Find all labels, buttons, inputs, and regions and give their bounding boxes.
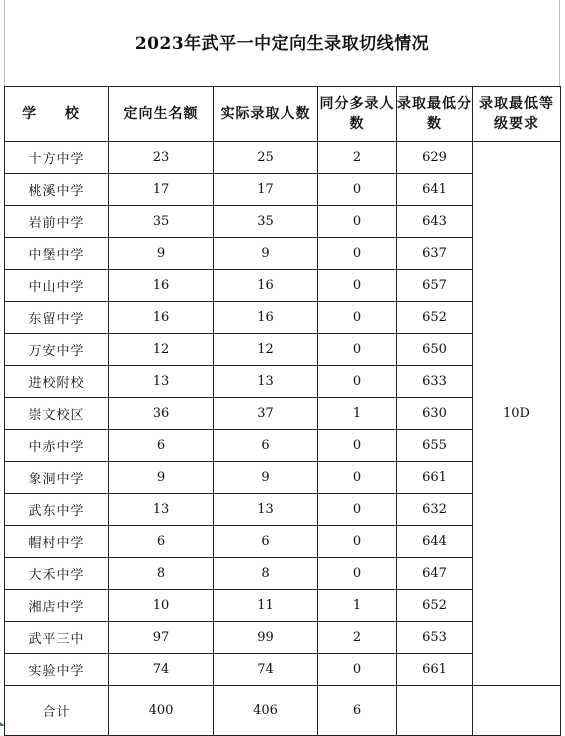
- cell-school: 武东中学: [5, 494, 109, 526]
- cell-school: 东留中学: [5, 302, 109, 334]
- cell-min-score: 661: [397, 654, 473, 686]
- header-quota: 定向生名额: [109, 87, 214, 142]
- cell-quota: 6: [109, 430, 214, 462]
- cell-quota: 97: [109, 622, 214, 654]
- cell-tie: 0: [318, 558, 397, 590]
- total-min-score: [397, 686, 473, 736]
- cell-min-score: 643: [397, 206, 473, 238]
- cell-admitted: 12: [214, 334, 318, 366]
- cell-school: 帽村中学: [5, 526, 109, 558]
- table-body: [5, 142, 561, 686]
- cell-school: 中山中学: [5, 270, 109, 302]
- cell-admitted: 8: [214, 558, 318, 590]
- cell-quota: 12: [109, 334, 214, 366]
- cell-quota: 16: [109, 302, 214, 334]
- header-min-score: 录取最低分数: [397, 87, 473, 142]
- cell-tie: 1: [318, 398, 397, 430]
- cell-tie: 0: [318, 366, 397, 398]
- cell-quota: 36: [109, 398, 214, 430]
- header-row: [5, 87, 561, 142]
- cell-tie: 0: [318, 654, 397, 686]
- cell-tie: 0: [318, 494, 397, 526]
- cell-admitted: 17: [214, 174, 318, 206]
- cell-school: 湘店中学: [5, 590, 109, 622]
- cell-quota: 13: [109, 494, 214, 526]
- cell-tie: 0: [318, 270, 397, 302]
- cell-admitted: 16: [214, 302, 318, 334]
- cell-tie: 2: [318, 622, 397, 654]
- cell-quota: 9: [109, 238, 214, 270]
- title-area: [4, 0, 560, 86]
- cell-tie: 1: [318, 590, 397, 622]
- cell-min-score: 633: [397, 366, 473, 398]
- cell-school: 大禾中学: [5, 558, 109, 590]
- admission-table: [4, 86, 561, 736]
- cell-school: 武平三中: [5, 622, 109, 654]
- cell-school: 中堡中学: [5, 238, 109, 270]
- cell-admitted: 35: [214, 206, 318, 238]
- cell-tie: 2: [318, 142, 397, 174]
- cell-quota: 10: [109, 590, 214, 622]
- cell-admitted: 16: [214, 270, 318, 302]
- header-admitted: 实际录取人数: [214, 87, 318, 142]
- cell-admitted: 6: [214, 526, 318, 558]
- cell-school: 进校附校: [5, 366, 109, 398]
- cell-admitted: 37: [214, 398, 318, 430]
- cell-quota: 35: [109, 206, 214, 238]
- cell-school: 岩前中学: [5, 206, 109, 238]
- header-min-grade: 录取最低等级要求: [473, 87, 561, 142]
- cell-tie: 0: [318, 526, 397, 558]
- cell-quota: 9: [109, 462, 214, 494]
- cell-school: 万安中学: [5, 334, 109, 366]
- cell-school: 桃溪中学: [5, 174, 109, 206]
- cell-school: 实验中学: [5, 654, 109, 686]
- total-tie: 6: [318, 686, 397, 736]
- cell-min-score: 632: [397, 494, 473, 526]
- total-quota: 400: [109, 686, 214, 736]
- cell-admitted: 11: [214, 590, 318, 622]
- cell-min-score: 661: [397, 462, 473, 494]
- cell-admitted: 99: [214, 622, 318, 654]
- cell-admitted: 6: [214, 430, 318, 462]
- cell-school: 象洞中学: [5, 462, 109, 494]
- page-title: 2023年武平一中定向生录取切线情况: [134, 34, 430, 54]
- table-row: [5, 142, 561, 174]
- cell-admitted: 9: [214, 238, 318, 270]
- cell-tie: 0: [318, 430, 397, 462]
- cell-quota: 16: [109, 270, 214, 302]
- total-row: [5, 686, 561, 736]
- total-min-grade: [473, 686, 561, 736]
- cell-quota: 13: [109, 366, 214, 398]
- cell-quota: 74: [109, 654, 214, 686]
- header-tie: 同分多录人数: [318, 87, 397, 142]
- cell-min-score: 641: [397, 174, 473, 206]
- cell-min-grade: 10D: [473, 142, 561, 686]
- cell-admitted: 13: [214, 366, 318, 398]
- cell-min-score: 647: [397, 558, 473, 590]
- cell-tie: 0: [318, 238, 397, 270]
- cell-quota: 8: [109, 558, 214, 590]
- cell-quota: 6: [109, 526, 214, 558]
- cell-tie: 0: [318, 302, 397, 334]
- cell-tie: 0: [318, 206, 397, 238]
- cell-min-score: 652: [397, 302, 473, 334]
- cell-tie: 0: [318, 462, 397, 494]
- cell-min-score: 630: [397, 398, 473, 430]
- cell-quota: 17: [109, 174, 214, 206]
- cell-school: 中赤中学: [5, 430, 109, 462]
- cell-school: 十方中学: [5, 142, 109, 174]
- cell-tie: 0: [318, 174, 397, 206]
- cell-min-score: 629: [397, 142, 473, 174]
- cell-min-score: 637: [397, 238, 473, 270]
- cell-admitted: 13: [214, 494, 318, 526]
- cell-min-score: 655: [397, 430, 473, 462]
- cell-min-score: 652: [397, 590, 473, 622]
- cell-admitted: 25: [214, 142, 318, 174]
- cell-min-score: 644: [397, 526, 473, 558]
- cell-min-score: 657: [397, 270, 473, 302]
- total-label: 合计: [5, 686, 109, 736]
- cell-admitted: 9: [214, 462, 318, 494]
- cell-school: 崇文校区: [5, 398, 109, 430]
- total-admitted: 406: [214, 686, 318, 736]
- cell-tie: 0: [318, 334, 397, 366]
- header-school: 学 校: [5, 87, 109, 142]
- cell-admitted: 74: [214, 654, 318, 686]
- cell-quota: 23: [109, 142, 214, 174]
- cell-min-score: 650: [397, 334, 473, 366]
- cell-corner-marker: [0, 722, 6, 728]
- cell-min-score: 653: [397, 622, 473, 654]
